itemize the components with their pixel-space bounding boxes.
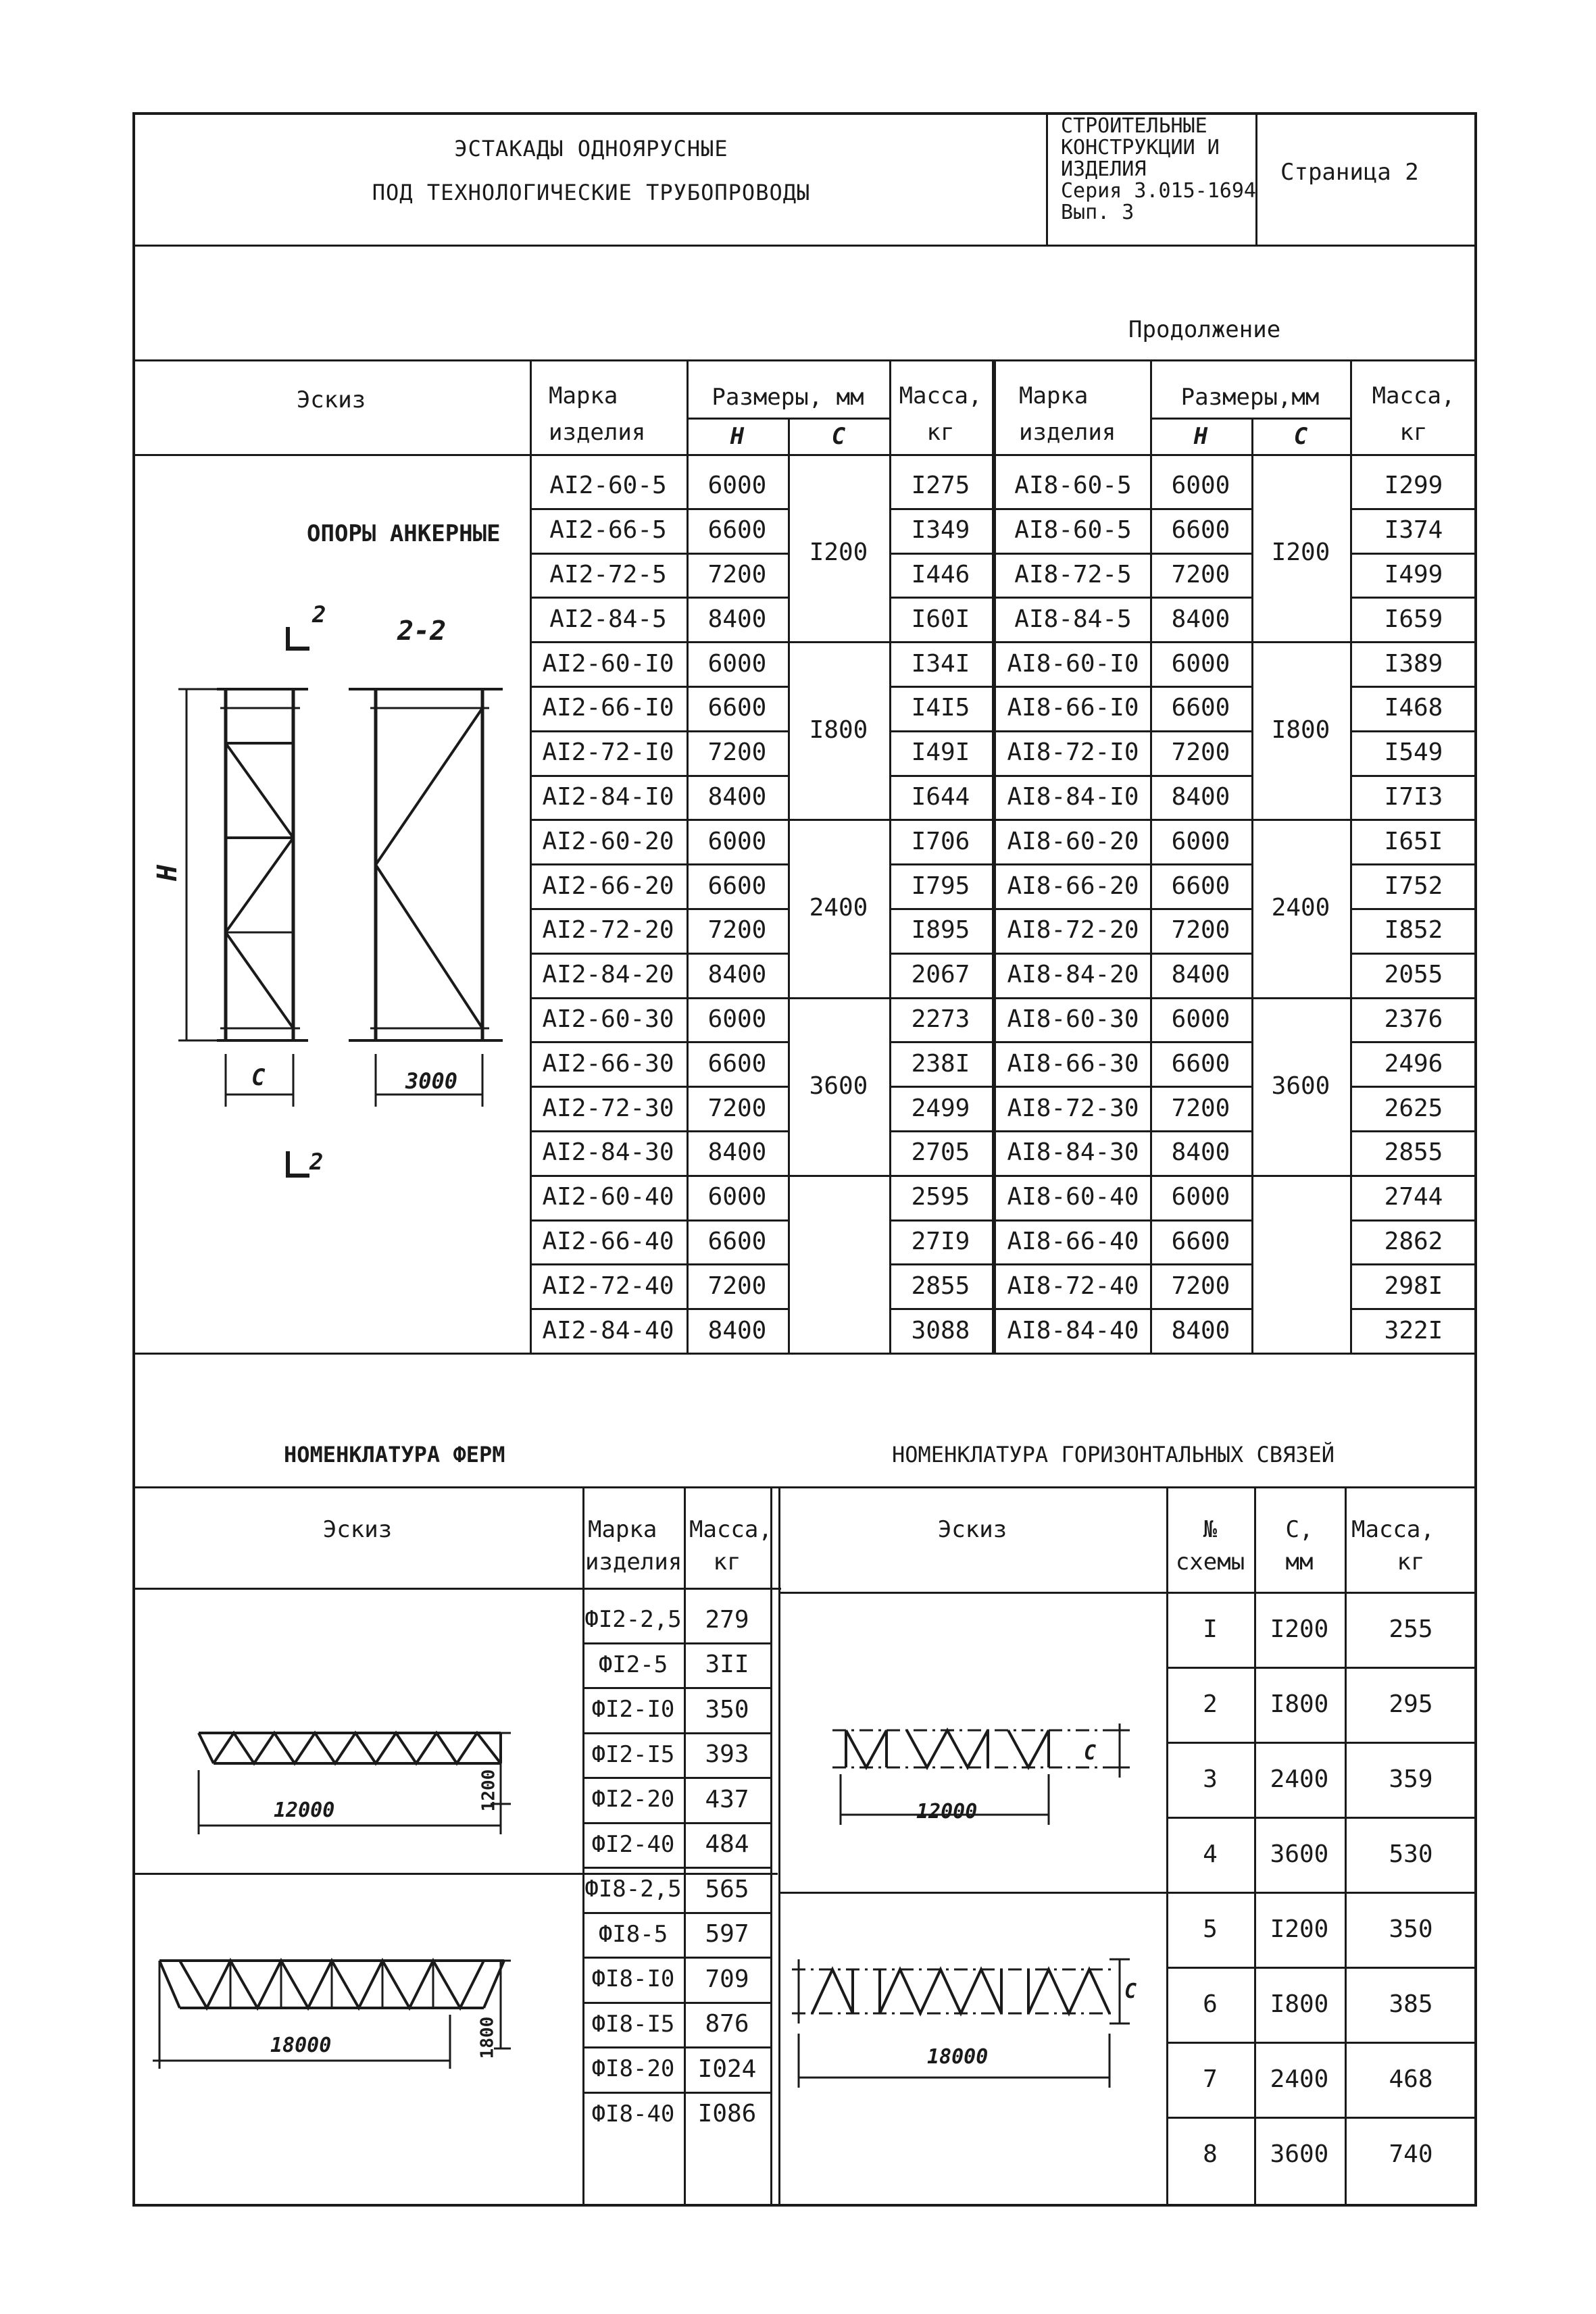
main-cell-c-group: 2400	[809, 894, 868, 922]
main-cell-mark: AI2-72-5	[549, 560, 667, 588]
truss-cell-mark: ФI2-I0	[591, 1696, 675, 1724]
main-cell-mark: AI2-60-20	[542, 827, 674, 855]
bracing-12000-sketch	[778, 1592, 1166, 1892]
main-cell-mass: 2595	[911, 1183, 970, 1211]
truss-cell-mark: ФI8-20	[591, 2055, 675, 2083]
main-head-mass2-1: Масса,	[1372, 382, 1455, 409]
main-cell-h: 8400	[707, 1138, 767, 1167]
truss-cell-mark: ФI8-2,5	[584, 1876, 682, 1903]
bracing-cell-c: 2400	[1270, 1765, 1329, 1793]
main-cell-h: 7200	[707, 916, 767, 945]
truss-cell-mark: ФI2-5	[598, 1651, 668, 1678]
main-cell-mass: I706	[911, 827, 970, 855]
truss-cell-mass: 597	[705, 1920, 749, 1948]
main-cell-mass: 238I	[911, 1049, 970, 1078]
main-cell-h: 6600	[707, 516, 767, 545]
main-cell-h: 7200	[707, 560, 767, 588]
main-cell-mass: 2273	[911, 1005, 970, 1033]
main-cell-mark: AI2-72-I0	[542, 738, 674, 767]
main-cell-mark-right: AI8-66-40	[1007, 1227, 1139, 1255]
main-head-h: H	[730, 423, 745, 450]
main-cell-mass-right: I549	[1384, 738, 1443, 767]
main-cell-h-right: 7200	[1171, 1094, 1230, 1122]
main-cell-mark-right: AI8-60-5	[1014, 516, 1132, 545]
bracing-cell-no: 6	[1203, 1990, 1218, 2018]
trusses-head-sketch: Эскиз	[322, 1516, 393, 1543]
main-cell-h-right: 7200	[1171, 916, 1230, 945]
main-cell-h: 6000	[707, 1005, 767, 1033]
main-subhead-line-right	[1150, 418, 1350, 420]
main-cell-mass-right: I659	[1384, 605, 1443, 633]
anchor-supports-title: ОПОРЫ АНКЕРНЫЕ	[307, 520, 501, 547]
main-cell-mass-right: I374	[1384, 516, 1443, 545]
main-cell-mass: I275	[911, 472, 970, 500]
main-head-mass-2: кг	[926, 419, 955, 446]
truss-cell-mass: 3II	[705, 1651, 749, 1679]
main-cell-mass: I49I	[911, 738, 970, 767]
bracing-cell-mass: 385	[1389, 1990, 1433, 2018]
bracing-cell-c: I200	[1270, 1915, 1329, 1943]
main-cell-mark: AI2-66-I0	[542, 694, 674, 722]
main-cell-h: 6000	[707, 649, 767, 678]
main-head-dims2: Размеры,мм	[1180, 384, 1320, 411]
truss-cell-mass: 350	[705, 1695, 749, 1724]
main-cell-h: 6000	[707, 827, 767, 855]
main-cell-h-right: 7200	[1171, 1272, 1230, 1300]
bracing-cell-no: 8	[1203, 2140, 1218, 2168]
main-cell-mark-right: AI8-60-40	[1007, 1183, 1139, 1211]
main-cell-c-group-right: 2400	[1271, 894, 1330, 922]
main-cell-h-right: 6000	[1171, 827, 1230, 855]
main-cell-h-right: 8400	[1171, 782, 1230, 811]
main-cell-h-right: 6000	[1171, 649, 1230, 678]
bracing-cell-c: I800	[1270, 1990, 1329, 2018]
main-cell-h-right: 8400	[1171, 605, 1230, 633]
main-cell-mass-right: 2862	[1384, 1227, 1443, 1255]
main-cell-mark-right: AI8-60-I0	[1007, 649, 1139, 678]
bracing-head-sketch: Эскиз	[937, 1516, 1007, 1543]
series-line5: Вып. 3	[1061, 201, 1134, 224]
main-cell-h: 6600	[707, 1049, 767, 1078]
main-cell-h-right: 8400	[1171, 1138, 1230, 1167]
main-cell-mark-right: AI8-66-30	[1007, 1049, 1139, 1078]
main-cell-mark-right: AI8-72-I0	[1007, 738, 1139, 767]
main-cell-h: 6000	[707, 472, 767, 500]
main-cell-h-right: 6600	[1171, 1227, 1230, 1255]
main-cell-mark: AI2-84-30	[542, 1138, 674, 1167]
main-cell-h: 6000	[707, 1183, 767, 1211]
header-divider	[132, 245, 1477, 247]
bracing-cell-c: I800	[1270, 1690, 1329, 1718]
truss-cell-mark: ФI2-2,5	[584, 1606, 682, 1634]
truss-cell-mark: ФI2-20	[591, 1786, 675, 1813]
bracing-cell-c: 2400	[1270, 2065, 1329, 2093]
main-cell-mass-right: 2055	[1384, 961, 1443, 989]
bracing-cell-no: 3	[1203, 1765, 1218, 1793]
main-cell-mass: I34I	[911, 649, 970, 678]
truss-18000-sketch	[132, 1873, 582, 2207]
main-cell-h: 7200	[707, 1272, 767, 1300]
main-cell-mass-right: I389	[1384, 649, 1443, 678]
main-cell-c-group: I800	[809, 716, 868, 745]
main-cell-mass: 3088	[911, 1316, 970, 1344]
main-head-c2: C	[1293, 423, 1308, 450]
truss-cell-mass: 876	[705, 2010, 749, 2038]
main-cell-h-right: 6000	[1171, 1005, 1230, 1033]
bracing-cell-c: 3600	[1270, 1840, 1329, 1868]
main-cell-mass: I4I5	[911, 694, 970, 722]
main-cell-h-right: 6600	[1171, 872, 1230, 900]
truss-1200-dim: 1200	[478, 1769, 499, 1812]
main-cell-c-group: I200	[809, 538, 868, 567]
main-cell-h-right: 6600	[1171, 516, 1230, 545]
main-cell-h-right: 8400	[1171, 1316, 1230, 1344]
trusses-head-mass-1: Масса,	[689, 1516, 772, 1543]
main-head-mark2-2: изделия	[1019, 419, 1116, 446]
main-cell-mass: I349	[911, 516, 970, 545]
main-cell-mass-right: 2496	[1384, 1049, 1443, 1078]
main-cell-h-right: 8400	[1171, 961, 1230, 989]
main-cell-mark: AI2-84-5	[549, 605, 667, 633]
main-cell-mark-right: AI8-84-5	[1014, 605, 1132, 633]
series-line4: Серия 3.015-1694	[1061, 179, 1256, 203]
main-cell-mark-right: AI8-84-40	[1007, 1316, 1139, 1344]
bracing-cell-no: I	[1203, 1615, 1218, 1643]
main-cell-mark-right: AI8-84-I0	[1007, 782, 1139, 811]
page-label: Страница 2	[1280, 159, 1419, 186]
main-cell-h: 8400	[707, 961, 767, 989]
main-cell-h: 8400	[707, 782, 767, 811]
main-head-c: C	[831, 423, 846, 450]
main-cell-mark-right: AI8-60-30	[1007, 1005, 1139, 1033]
bracing-cell-c: 3600	[1270, 2140, 1329, 2168]
main-table-top	[132, 359, 1477, 361]
trusses-heading: НОМЕНКЛАТУРА ФЕРМ	[284, 1442, 505, 1467]
main-cell-mass: 2499	[911, 1094, 970, 1122]
main-cell-h-right: 6000	[1171, 1183, 1230, 1211]
dim-h-label: H	[152, 864, 184, 882]
main-cell-mass-right: I499	[1384, 560, 1443, 588]
truss-cell-mark: ФI8-I0	[591, 1965, 675, 1993]
trusses-head-mass-2: кг	[713, 1549, 741, 1576]
main-cell-mass-right: I299	[1384, 472, 1443, 500]
main-cell-mark: AI2-60-30	[542, 1005, 674, 1033]
main-cell-mark: AI2-66-20	[542, 872, 674, 900]
main-cell-mass-right: I65I	[1384, 827, 1443, 855]
main-cell-mark-right: AI8-84-20	[1007, 961, 1139, 989]
bracing-head-c-1: С,	[1285, 1516, 1314, 1543]
main-cell-mass: 2067	[911, 961, 970, 989]
main-cell-mass: I446	[911, 560, 970, 588]
main-cell-mass: 2855	[911, 1272, 970, 1300]
main-cell-h-right: 7200	[1171, 738, 1230, 767]
bracing-cell-mass: 530	[1389, 1840, 1433, 1868]
main-cell-h-right: 6000	[1171, 472, 1230, 500]
series-line2: КОНСТРУКЦИИ И	[1061, 136, 1220, 159]
main-cell-c-group-right: I800	[1271, 716, 1330, 745]
main-cell-mass: I795	[911, 872, 970, 900]
truss-12000-sketch	[132, 1588, 582, 1871]
bracing-cell-no: 5	[1203, 1915, 1218, 1943]
main-cell-mark: AI2-60-5	[549, 472, 667, 500]
truss-cell-mark: ФI8-5	[598, 1920, 668, 1948]
bracing-cell-mass: 740	[1389, 2140, 1433, 2168]
main-cell-h: 7200	[707, 1094, 767, 1122]
main-table-head-bottom	[132, 454, 1477, 456]
truss-1800-dim: 1800	[477, 2016, 498, 2059]
bracing-cell-no: 7	[1203, 2065, 1218, 2093]
main-cell-mass-right: I468	[1384, 694, 1443, 722]
main-cell-mark: AI2-84-I0	[542, 782, 674, 811]
main-head-mass-1: Масса,	[899, 382, 982, 409]
main-cell-mass-right: 2625	[1384, 1094, 1443, 1122]
main-head-dims: Размеры, мм	[712, 384, 864, 411]
truss-cell-mass: 484	[705, 1830, 749, 1859]
main-cell-mass-right: 2855	[1384, 1138, 1443, 1167]
main-cell-mass: 2705	[911, 1138, 970, 1167]
main-cell-mark-right: AI8-66-20	[1007, 872, 1139, 900]
main-cell-c-group-right: 3600	[1271, 1072, 1330, 1100]
main-cell-mark: AI2-72-40	[542, 1272, 674, 1300]
main-head-sketch: Эскиз	[296, 386, 366, 413]
bracing-table-top	[778, 1486, 1477, 1488]
truss-12000-dim: 12000	[274, 1799, 335, 1822]
main-cell-mark: AI2-72-20	[542, 916, 674, 945]
main-cell-mark-right: AI8-60-20	[1007, 827, 1139, 855]
truss-cell-mass: 709	[705, 1965, 749, 1993]
main-cell-mass-right: 298I	[1384, 1272, 1443, 1300]
main-cell-h: 7200	[707, 738, 767, 767]
main-cell-h: 6600	[707, 872, 767, 900]
main-cell-mass: 27I9	[911, 1227, 970, 1255]
main-table-bottom	[132, 1353, 1477, 1355]
bracing-18000-dim: 18000	[927, 2045, 989, 2069]
truss-18000-dim: 18000	[270, 2034, 332, 2057]
main-cell-mark: AI2-84-40	[542, 1316, 674, 1344]
bracing-head-no-1: №	[1203, 1516, 1218, 1543]
main-cell-h-right: 6600	[1171, 694, 1230, 722]
section-title: 2-2	[397, 615, 447, 647]
main-cell-c-group: 3600	[809, 1072, 868, 1100]
main-cell-c-group-right: I200	[1271, 538, 1330, 567]
section-mark-top: 2	[312, 601, 326, 628]
bracing-cell-mass: 468	[1389, 2065, 1433, 2093]
trusses-head-mark-2: изделия	[585, 1549, 682, 1576]
main-row-line-c2	[1251, 1175, 1350, 1177]
bracing-cell-c: I200	[1270, 1615, 1329, 1643]
main-head-mark2-1: Марка	[1019, 382, 1089, 409]
main-cell-mark-right: AI8-60-5	[1014, 472, 1132, 500]
main-cell-mark: AI2-66-30	[542, 1049, 674, 1078]
main-cell-mass-right: 2376	[1384, 1005, 1443, 1033]
main-cell-mark: AI2-84-20	[542, 961, 674, 989]
main-cell-mark-right: AI8-66-I0	[1007, 694, 1139, 722]
truss-cell-mark: ФI2-40	[591, 1830, 675, 1858]
main-cell-mass-right: I852	[1384, 916, 1443, 945]
main-cell-mark-right: AI8-72-5	[1014, 560, 1132, 588]
doc-title-line1: ЭСТАКАДЫ ОДНОЯРУСНЫЕ	[454, 136, 728, 161]
main-cell-h: 6600	[707, 694, 767, 722]
trusses-col-mass-end	[770, 1486, 772, 2207]
bracing-head-c-2: мм	[1285, 1549, 1314, 1576]
bracing-12000-dim: 12000	[916, 1800, 978, 1823]
trusses-head-mark-1: Марка	[588, 1516, 657, 1543]
header-v1	[1046, 112, 1048, 245]
main-head-mark-1: Марка	[549, 382, 618, 409]
series-line3: ИЗДЕЛИЯ	[1061, 157, 1147, 181]
main-cell-h-right: 7200	[1171, 560, 1230, 588]
bracing-cell-no: 2	[1203, 1690, 1218, 1718]
dim-c-label: C	[251, 1064, 266, 1091]
main-cell-h: 8400	[707, 1316, 767, 1344]
main-head-mass2-2: кг	[1399, 419, 1428, 446]
anchor-support-sketch	[132, 595, 530, 1203]
main-cell-mass-right: 322I	[1384, 1316, 1443, 1344]
continuation-label: Продолжение	[1128, 316, 1281, 343]
bracing-cell-mass: 255	[1389, 1615, 1433, 1643]
main-cell-mark-right: AI8-72-30	[1007, 1094, 1139, 1122]
truss-cell-mass: 393	[705, 1740, 749, 1769]
bracing-cell-mass: 295	[1389, 1690, 1433, 1718]
bracing-c-dim-1: C	[1084, 1741, 1097, 1765]
header-v2	[1255, 112, 1257, 245]
main-cell-mass: I895	[911, 916, 970, 945]
truss-cell-mass: 565	[705, 1875, 749, 1903]
main-head-h2: H	[1193, 423, 1208, 450]
main-cell-mass-right: 2744	[1384, 1183, 1443, 1211]
main-cell-mark-right: AI8-84-30	[1007, 1138, 1139, 1167]
main-cell-h-right: 6600	[1171, 1049, 1230, 1078]
main-cell-mark: AI2-72-30	[542, 1094, 674, 1122]
dim-3000-label: 3000	[405, 1068, 458, 1094]
main-cell-mass: I644	[911, 782, 970, 811]
truss-cell-mass: 279	[705, 1605, 749, 1634]
series-line1: СТРОИТЕЛЬНЫЕ	[1061, 114, 1207, 138]
truss-cell-mass: 437	[705, 1785, 749, 1813]
main-cell-mark-right: AI8-72-20	[1007, 916, 1139, 945]
main-cell-mark: AI2-60-I0	[542, 649, 674, 678]
section-mark-bottom: 2	[309, 1149, 324, 1176]
bracing-head-mass-1: Масса,	[1351, 1516, 1435, 1543]
main-cell-h: 8400	[707, 605, 767, 633]
truss-cell-mark: ФI2-I5	[591, 1740, 675, 1768]
doc-title-line2: ПОД ТЕХНОЛОГИЧЕСКИЕ ТРУБОПРОВОДЫ	[372, 180, 811, 205]
bracing-cell-mass: 350	[1389, 1915, 1433, 1943]
bracing-cell-mass: 359	[1389, 1765, 1433, 1793]
main-head-mark-2: изделия	[549, 419, 646, 446]
truss-cell-mass: I024	[697, 2055, 757, 2083]
truss-cell-mass: I086	[697, 2100, 757, 2128]
bracing-heading: НОМЕНКЛАТУРА ГОРИЗОНТАЛЬНЫХ СВЯЗЕЙ	[892, 1442, 1335, 1467]
main-cell-mass-right: I7I3	[1384, 782, 1443, 811]
main-cell-mark: AI2-60-40	[542, 1183, 674, 1211]
main-cell-mark: AI2-66-5	[549, 516, 667, 545]
truss-cell-mark: ФI8-I5	[591, 2010, 675, 2038]
main-cell-mark-right: AI8-72-40	[1007, 1272, 1139, 1300]
bracing-head-no-2: схемы	[1175, 1549, 1245, 1576]
truss-cell-mark: ФI8-40	[591, 2100, 675, 2128]
main-cell-mark: AI2-66-40	[542, 1227, 674, 1255]
bracing-head-mass-2: кг	[1397, 1549, 1425, 1576]
bracing-c-dim-2: C	[1124, 1980, 1137, 2003]
main-cell-mass-right: I752	[1384, 872, 1443, 900]
main-cell-mass: I60I	[911, 605, 970, 633]
main-cell-h: 6600	[707, 1227, 767, 1255]
bracing-cell-no: 4	[1203, 1840, 1218, 1868]
